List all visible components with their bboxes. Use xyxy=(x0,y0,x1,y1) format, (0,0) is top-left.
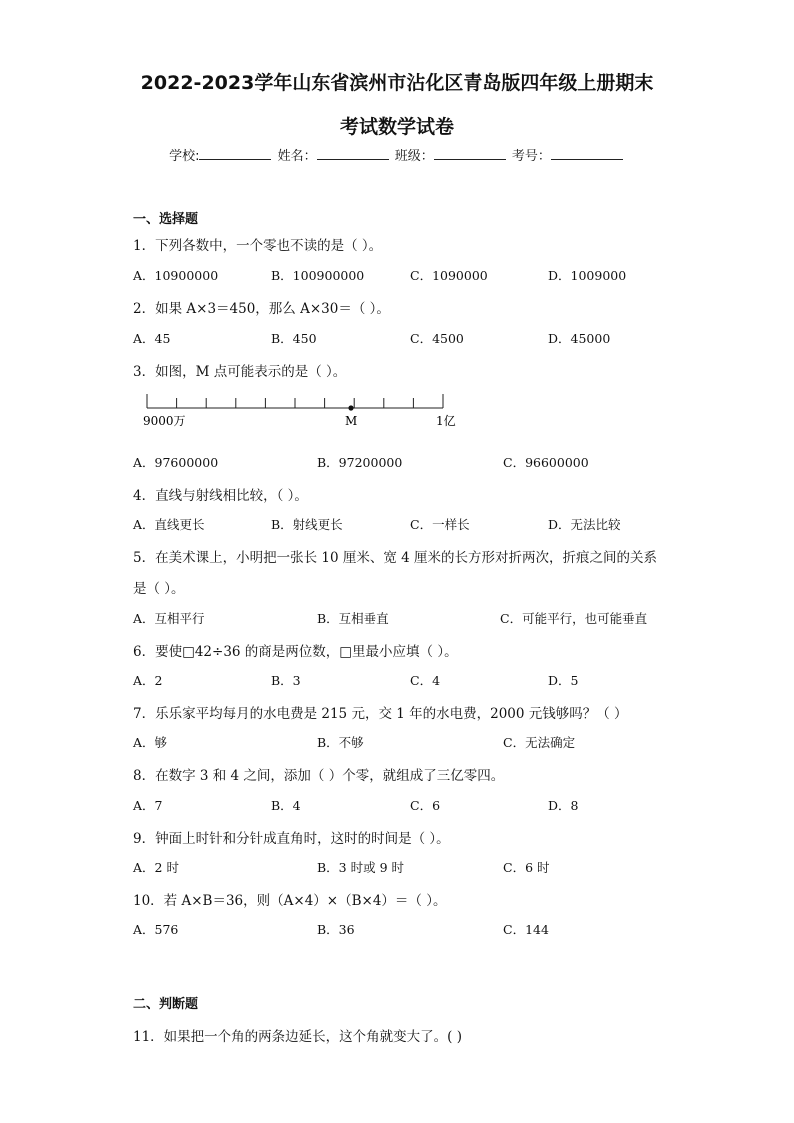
question-5-line-2: 是（ ）。 xyxy=(133,581,185,597)
q7-option-c: C．无法确定 xyxy=(503,735,576,750)
q6-option-d: D．5 xyxy=(548,673,579,688)
q4-option-a: A．直线更长 xyxy=(133,517,205,532)
q3-option-a: A．97600000 xyxy=(133,455,219,470)
school-label: 学校: xyxy=(169,149,200,164)
question-9: 9．钟面上时针和分针成直角时，这时的时间是（ ）。 xyxy=(133,831,450,847)
q5-option-a: A．互相平行 xyxy=(133,611,205,626)
q2-option-a: A．45 xyxy=(133,331,171,346)
q9-option-c: C．6 时 xyxy=(503,860,550,875)
q4-option-b: B．射线更长 xyxy=(271,517,343,532)
q9-option-a: A．2 时 xyxy=(133,860,179,875)
q10-option-c: C．144 xyxy=(503,922,549,937)
school-blank[interactable] xyxy=(199,147,271,160)
q4-option-d: D．无法比较 xyxy=(548,517,621,532)
q10-option-b: B．36 xyxy=(317,922,355,937)
title-line-1: 2022-2023学年山东省滨州市沾化区青岛版四年级上册期末 xyxy=(140,72,654,94)
question-6: 6．要使□42÷36 的商是两位数，□里最小应填（ ）。 xyxy=(133,644,458,660)
q8-option-b: B．4 xyxy=(271,798,301,813)
q10-option-a: A．576 xyxy=(133,922,179,937)
q7-option-b: B．不够 xyxy=(317,735,364,750)
q2-option-b: B．450 xyxy=(271,331,317,346)
q2-option-d: D．45000 xyxy=(548,331,611,346)
question-7: 7．乐乐家平均每月的水电费是 215 元，交 1 年的水电费，2000 元钱够吗？（ ） xyxy=(133,706,628,722)
question-8: 8．在数字 3 和 4 之间，添加（ ）个零，就组成了三亿零四。 xyxy=(133,768,505,784)
student-info-row xyxy=(0,145,794,164)
point-m-dot xyxy=(348,405,353,410)
q8-option-c: C．6 xyxy=(410,798,441,813)
section-heading-judgement: 二、判断题 xyxy=(133,997,199,1012)
q2-option-c: C．4500 xyxy=(410,331,464,346)
q1-option-a: A．10900000 xyxy=(133,268,219,283)
q5-option-b: B．互相垂直 xyxy=(317,611,389,626)
q1-option-c: C．1090000 xyxy=(410,268,488,283)
q3-option-b: B．97200000 xyxy=(317,455,403,470)
question-5-line-1: 5．在美术课上，小明把一张长 10 厘米、宽 4 厘米的长方形对折两次，折痕之间的关系 xyxy=(133,550,658,566)
q6-option-c: C．4 xyxy=(410,673,441,688)
question-4: 4．直线与射线相比较，（ ）。 xyxy=(133,488,308,504)
number-line-left-label: 9000万 xyxy=(143,414,186,428)
number-line-right-label: 1亿 xyxy=(436,414,456,428)
name-label: 姓名： xyxy=(277,149,317,164)
question-3: 3．如图，M 点可能表示的是（ ）。 xyxy=(133,364,347,380)
question-11: 11．如果把一个角的两条边延长，这个角就变大了。( ) xyxy=(133,1029,463,1045)
q3-option-c: C．96600000 xyxy=(503,455,589,470)
number-line-m-label: M xyxy=(345,414,358,428)
number-line-figure xyxy=(133,390,473,430)
q6-option-a: A．2 xyxy=(133,673,163,688)
exam-no-label: 考号： xyxy=(511,149,551,164)
q6-option-b: B．3 xyxy=(271,673,301,688)
q5-option-c: C．可能平行，也可能垂直 xyxy=(500,611,648,626)
class-blank[interactable] xyxy=(434,147,506,160)
question-10: 10．若 A×B＝36，则（A×4）×（B×4）＝（ ）。 xyxy=(133,893,447,909)
q8-option-d: D．8 xyxy=(548,798,579,813)
exam-no-blank[interactable] xyxy=(551,147,623,160)
question-2: 2．如果 A×3＝450，那么 A×30＝（ ）。 xyxy=(133,301,390,317)
section-heading-choice: 一、选择题 xyxy=(133,212,199,227)
q8-option-a: A．7 xyxy=(133,798,163,813)
name-blank[interactable] xyxy=(317,147,389,160)
q1-option-b: B．100900000 xyxy=(271,268,365,283)
q4-option-c: C．一样长 xyxy=(410,517,470,532)
q1-option-d: D．1009000 xyxy=(548,268,627,283)
title-line-2: 考试数学试卷 xyxy=(339,116,454,138)
q9-option-b: B．3 时或 9 时 xyxy=(317,860,405,875)
class-label: 班级： xyxy=(394,149,434,164)
q7-option-a: A．够 xyxy=(133,735,168,750)
question-1: 1．下列各数中，一个零也不读的是（ ）。 xyxy=(133,238,383,254)
